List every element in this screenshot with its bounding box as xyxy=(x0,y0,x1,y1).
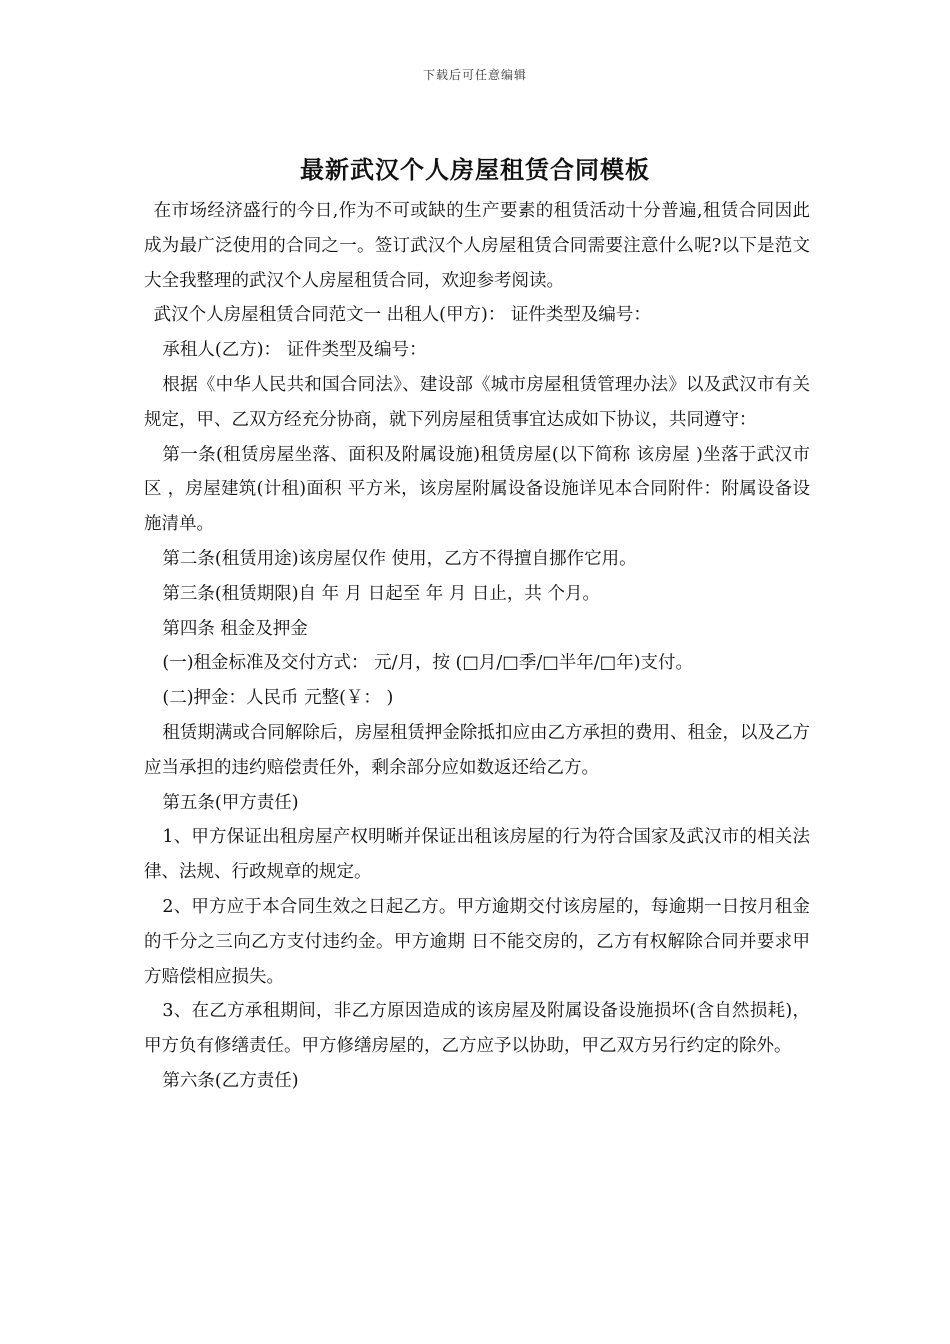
paragraph-article-4-heading: 第四条 租金及押金 xyxy=(162,618,308,639)
header-note: 下载后可任意编辑 xyxy=(422,68,527,82)
paragraph-sample-one-lessor: 武汉个人房屋租赁合同范文一 出租人(甲方)： 证件类型及编号： xyxy=(153,305,651,326)
paragraph-article-1: 第一条(租赁房屋坐落、面积及附属设施)租赁房屋(以下简称 该房屋 )坐落于武汉市 区 ，房屋建筑(计租)面积 平方米，该房屋附属设备设施详见本合同附件：附属设备设施清单。 xyxy=(144,444,810,535)
paragraph-article-3: 第三条(租赁期限)自 年 月 日起至 年 月 日止，共 个月。 xyxy=(162,583,600,604)
paragraph-lessor-duty-2: 2、甲方应于本合同生效之日起乙方。甲方逾期交付该房屋的，每逾期一日按月租金的千分之三向乙方支付违约金。甲方逾期 日不能交房的，乙方有权解除合同并要求甲方赔偿相应损失。 xyxy=(144,896,810,987)
document-title: 最新武汉个人房屋租赁合同模板 xyxy=(300,155,650,184)
paragraph-rent-terms: (一)租金标准及交付方式： 元/月，按 (□月/□季/□半年/□年)支付。 xyxy=(162,653,694,674)
paragraph-article-6-heading: 第六条(乙方责任) xyxy=(162,1070,299,1091)
paragraph-article-5-heading: 第五条(甲方责任) xyxy=(162,792,299,813)
paragraph-legal-basis: 根据《中华人民共和国合同法》、建设部《城市房屋租赁管理办法》以及武汉市有关规定，甲、乙双方经充分协商，就下列房屋租赁事宜达成如下协议，共同遵守： xyxy=(144,374,810,430)
paragraph-article-2: 第二条(租赁用途)该房屋仅作 使用，乙方不得擅自挪作它用。 xyxy=(162,548,637,569)
paragraph-lessor-duty-3: 3、在乙方承租期间，非乙方原因造成的该房屋及附属设备设施损坏(含自然损耗)，甲方负有修缮责任。甲方修缮房屋的，乙方应予以协助，甲乙双方另行约定的除外。 xyxy=(144,1001,810,1057)
document-body xyxy=(144,194,810,1099)
paragraph-deposit: (二)押金：人民币 元整(￥： ) xyxy=(162,688,394,709)
paragraph-lessor-duty-1: 1、甲方保证出租房屋产权明晰并保证出租该房屋的行为符合国家及武汉市的相关法律、法规、行政规章的规定。 xyxy=(144,827,810,883)
paragraph-lessee: 承租人(乙方)： 证件类型及编号： xyxy=(162,340,427,361)
paragraph-deposit-return: 租赁期满或合同解除后，房屋租赁押金除抵扣应由乙方承担的费用、租金，以及乙方应当承担的违约赔偿责任外，剩余部分应如数返还给乙方。 xyxy=(144,722,810,778)
intro-paragraph: 在市场经济盛行的今日,作为不可或缺的生产要素的租赁活动十分普遍,租赁合同因此成为最广泛使用的合同之一。签订武汉个人房屋租赁合同需要注意什么呢?以下是范文大全我整理的武汉个人房屋租赁合同，欢迎参考阅读。 xyxy=(144,201,810,291)
